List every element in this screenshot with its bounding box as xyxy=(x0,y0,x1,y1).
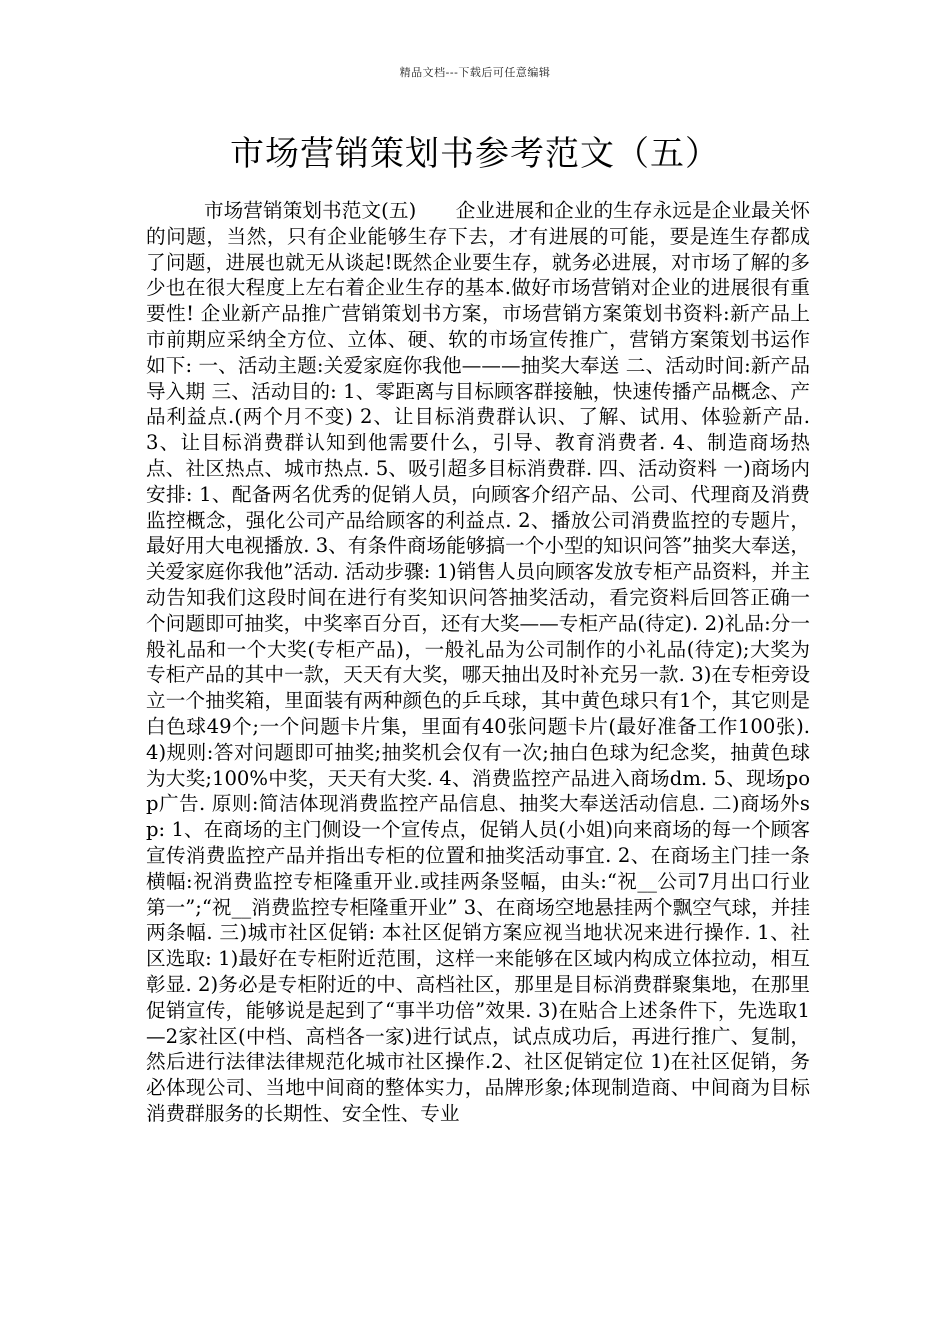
header-note: 精品文档---下载后可任意编辑 xyxy=(399,66,551,79)
document-body: 市场营销策划书范文(五) 企业进展和企业的生存永远是企业最关怀的问题，当然，只有企业能够生存下去，才有进展的可能，要是连生存都成了问题，进展也就无从谈起!既然企业要生存，就务必进展，对市场了解的多少也在很大程度上左右着企业生存的基本.做好市场营销对企业的进展很有重要性! 企业新产品推广营销策划书方案，市场营销方案策划书资料:新产品上市前期应采纳全方位、立体、硬、软的市场宣传推广，营销方案策划书运作如下: 一、活动主题:关爱家庭你我他———抽奖大奉送 二、活动时间:新产品导入期 三、活动目的: 1、零距离与目标顾客群接触，快速传播产品概念、产品利益点.(两个月不变) 2、让目标消费群认识、了解、试用、体验新产品. 3、让目标消费群认知到他需要什么，引导、教育消费者. 4、制造商场热点、社区热点、城市热点. 5、吸引超多目标消费群. 四、活动资料 一)商场内安排: 1、配备两名优秀的促销人员，向顾客介绍产品、公司、代理商及消费监控概念，强化公司产品给顾客的利益点. 2、播放公司消费监控的专题片，最好用大电视播放. 3、有条件商场能够搞一个小型的知识问答”抽奖大奉送，关爱家庭你我他”活动. 活动步骤: 1)销售人员向顾客发放专柜产品资料，并主动告知我们这段时间在进行有奖知识问答抽奖活动，看完资料后回答正确一个问题即可抽奖，中奖率百分百，还有大奖——专柜产品(待定). 2)礼品:分一般礼品和一个大奖(专柜产品)，一般礼品为公司制作的小礼品(待定);大奖为专柜产品的其中一款，天天有大奖，哪天抽出及时补充另一款. 3)在专柜旁设立一个抽奖箱，里面装有两种颜色的乒乓球，其中黄色球只有1个，其它则是白色球49个;一个问题卡片集，里面有40张问题卡片(最好准备工作100张). 4)规则:答对问题即可抽奖;抽奖机会仅有一次;抽白色球为纪念奖，抽黄色球为大奖;100%中奖，天天有大奖. 4、消费监控产品进入商场dm. 5、现场pop广告. 原则:简洁体现消费监控产品信息、抽奖大奉送活动信息. 二)商场外sp: 1、在商场的主门侧设一个宣传点，促销人员(小姐)向来商场的每一个顾客宣传消费监控产品并指出专柜的位置和抽奖活动事宜. 2、在商场主门挂一条横幅:祝消费监控专柜隆重开业.或挂两条竖幅，由头:“祝__公司7月出口行业第一”;“祝__消费监控专柜隆重开业” 3、在商场空地悬挂两个飘空气球，并挂两条幅. 三)城市社区促销: 本社区促销方案应视当地状况来进行操作. 1、社区选取: 1)最好在专柜附近范围，这样一来能够在区域内构成立体拉动，相互彰显. 2)务必是专柜附近的中、高档社区，那里是目标消费群聚集地，在那里促销宣传，能够说是起到了“事半功倍”效果. 3)在贴合上述条件下，先选取1—2家社区(中档、高档各一家)进行试点，试点成功后，再进行推广、复制，然后进行法律法律规范化城市社区操作.2、社区促销定位 1)在社区促销，务必体现公司、当地中间商的整体实力，品牌形象;体现制造商、中间商为目标消费群服务的长期性、安全性、专业 xyxy=(146,199,810,1125)
document-title: 市场营销策划书参考范文（五） xyxy=(230,134,720,174)
